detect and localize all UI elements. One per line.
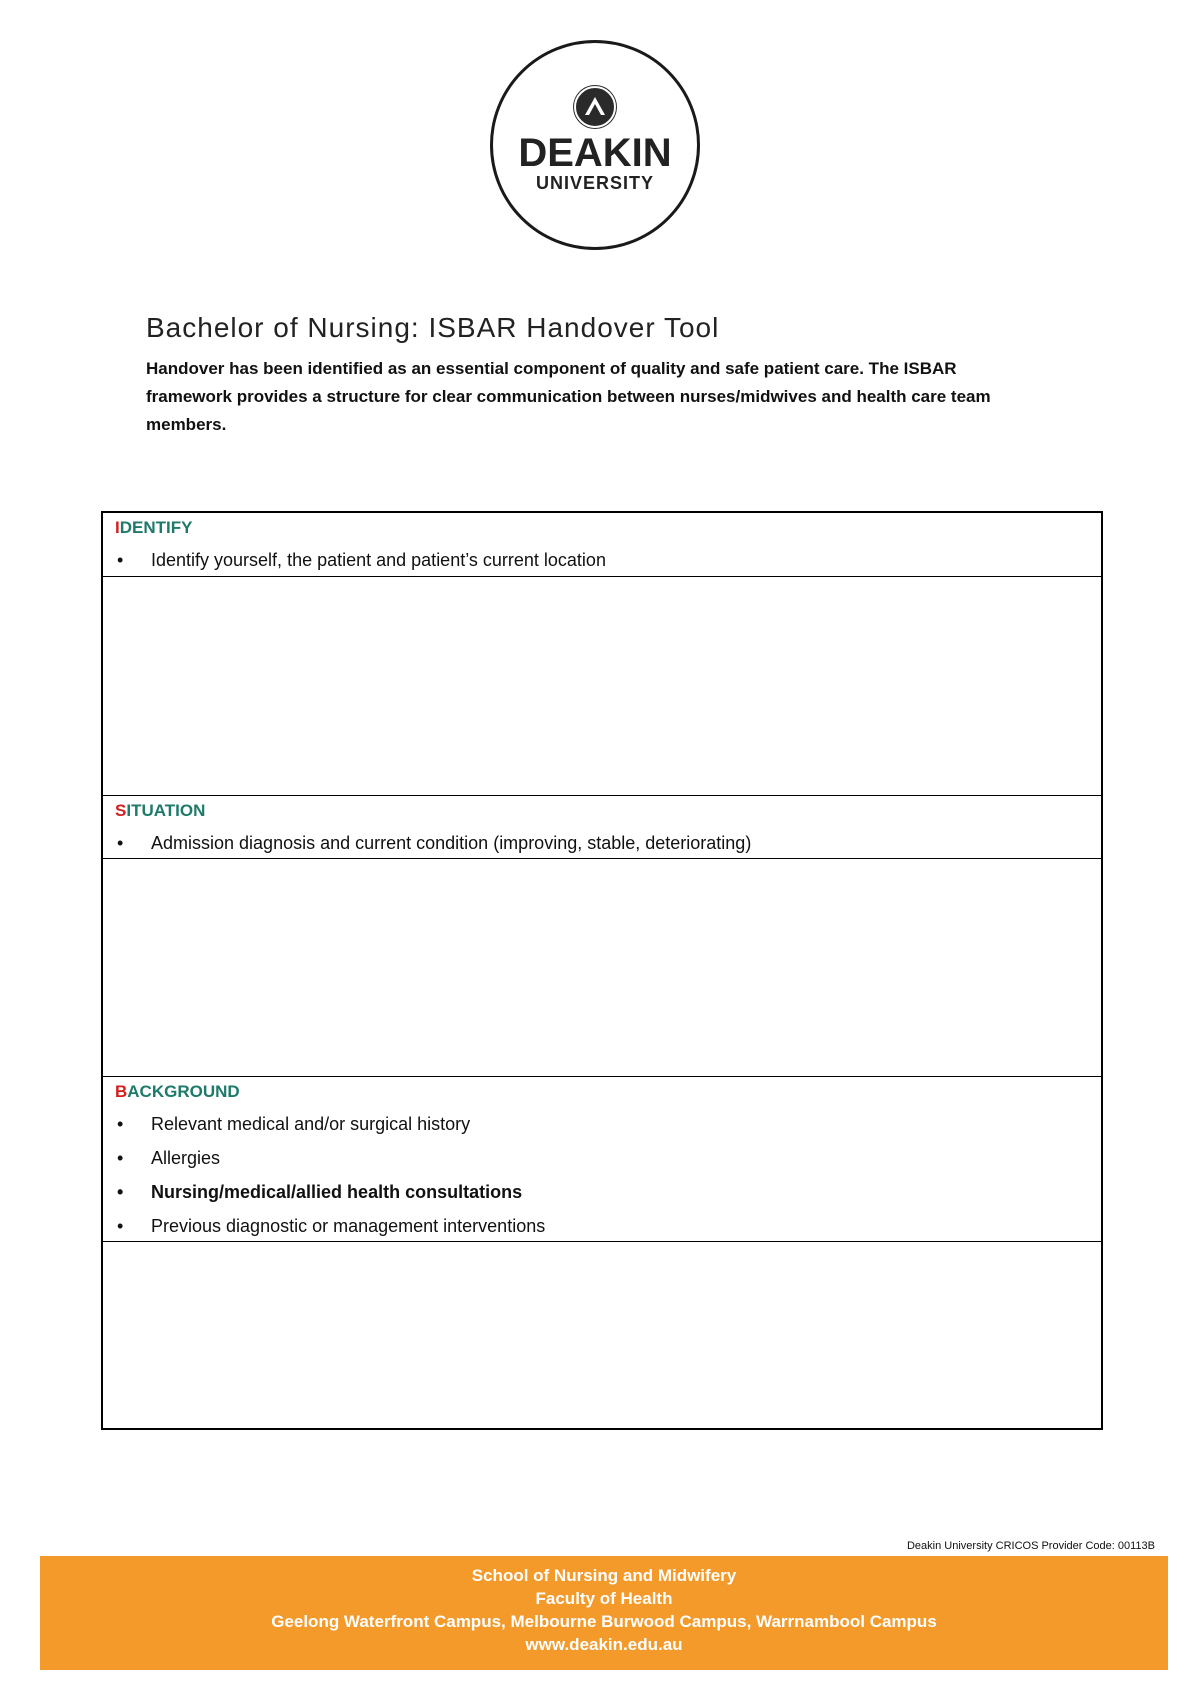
list-item: • Allergies (115, 1141, 1101, 1175)
footer-school: School of Nursing and Midwifery (471, 1566, 737, 1585)
logo-subtext: UNIVERSITY (535, 173, 655, 193)
deakin-crest-icon (573, 85, 617, 129)
identify-heading: IDENTIFY (115, 518, 193, 537)
background-bullets (115, 1107, 1101, 1243)
intro-text: Handover has been identified as an essential component of quality and safe patient care. The ISBAR framework provides a structure for clear communication between nurses/midwives and health care team members. (146, 359, 991, 434)
identify-bullets (115, 543, 1101, 577)
footer-faculty: Faculty of Health (535, 1589, 673, 1608)
isbar-form (101, 511, 1103, 1430)
list-item: • Identify yourself, the patient and patient’s current location (115, 543, 1101, 577)
logo-wordmark: DEAKIN (518, 131, 672, 175)
provider-code: Deakin University CRICOS Provider Code: 00113B (906, 1540, 1155, 1552)
deakin-logo (490, 40, 700, 250)
situation-header (103, 795, 1101, 859)
background-heading: BACKGROUND (115, 1082, 240, 1101)
list-item: • Previous diagnostic or management interventions (115, 1209, 1101, 1243)
footer-website[interactable]: www.deakin.edu.au (525, 1635, 683, 1654)
situation-bullets (115, 826, 1101, 860)
situation-answer-area[interactable] (103, 859, 1101, 1076)
identify-answer-area[interactable] (103, 577, 1101, 795)
footer-band (40, 1556, 1168, 1670)
background-answer-area[interactable] (103, 1242, 1101, 1428)
footer-campuses: Geelong Waterfront Campus, Melbourne Burwood Campus, Warrnambool Campus (271, 1612, 937, 1631)
list-item: • Relevant medical and/or surgical history (115, 1107, 1101, 1141)
situation-heading: SITUATION (115, 801, 206, 820)
list-item: • Nursing/medical/allied health consultations (115, 1175, 1101, 1209)
document-title: Bachelor of Nursing: ISBAR Handover Tool (146, 312, 720, 343)
background-header (103, 1076, 1101, 1242)
identify-header (103, 513, 1101, 577)
list-item: • Admission diagnosis and current condition (improving, stable, deteriorating) (115, 826, 1101, 860)
